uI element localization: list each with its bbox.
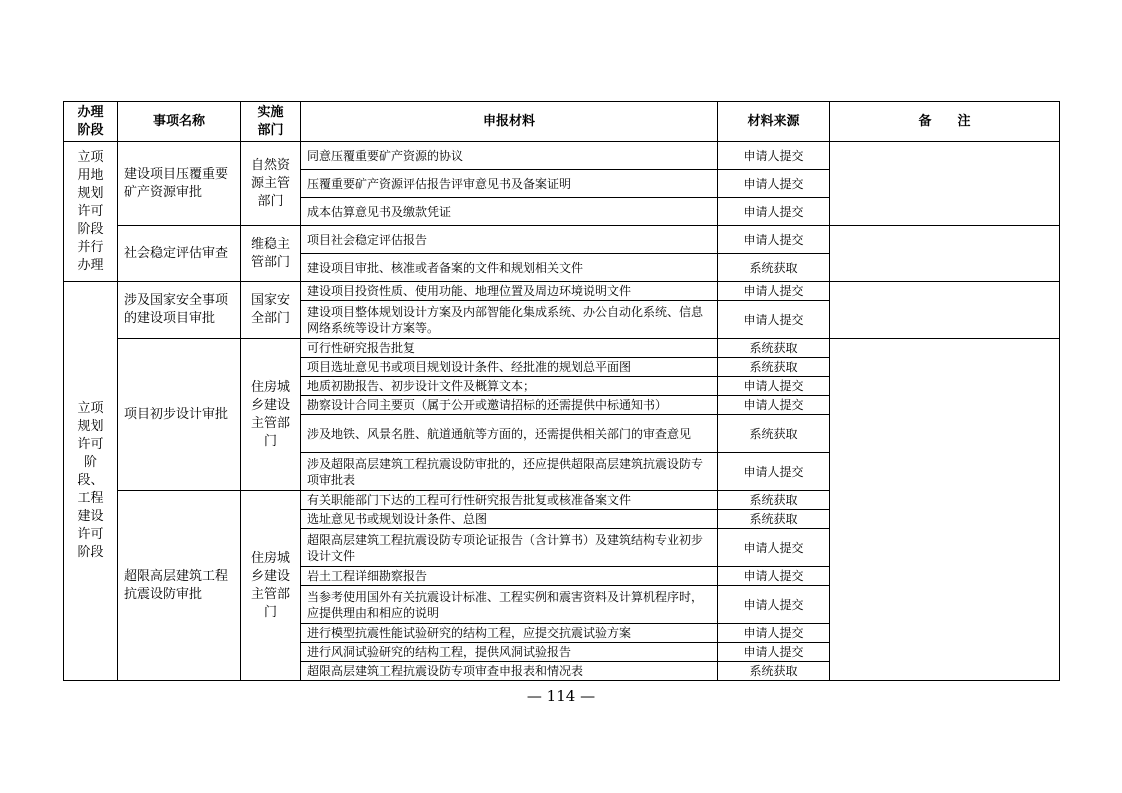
header-stage: 办理 阶段 — [64, 102, 118, 142]
material-cell: 项目社会稳定评估报告 — [301, 226, 718, 254]
source-cell: 申请人提交 — [718, 282, 830, 301]
item-name-cell: 项目初步设计审批 — [118, 339, 241, 491]
source-cell: 系统获取 — [718, 339, 830, 358]
remark-cell — [830, 339, 1060, 681]
material-cell: 成本估算意见书及缴款凭证 — [301, 198, 718, 226]
source-cell: 申请人提交 — [718, 170, 830, 198]
material-cell: 选址意见书或规划设计条件、总图 — [301, 510, 718, 529]
material-cell: 同意压覆重要矿产资源的协议 — [301, 142, 718, 170]
source-cell: 申请人提交 — [718, 529, 830, 567]
source-cell: 系统获取 — [718, 491, 830, 510]
header-remark: 备 注 — [830, 102, 1060, 142]
source-cell: 申请人提交 — [718, 198, 830, 226]
source-cell: 系统获取 — [718, 254, 830, 282]
department-cell: 国家安 全部门 — [241, 282, 301, 339]
source-cell: 申请人提交 — [718, 226, 830, 254]
header-source: 材料来源 — [718, 102, 830, 142]
material-cell: 超限高层建筑工程抗震设防专项审查申报表和情况表 — [301, 662, 718, 681]
material-cell: 地质初勘报告、初步设计文件及概算文本； — [301, 377, 718, 396]
material-cell: 涉及地铁、风景名胜、航道通航等方面的，还需提供相关部门的审查意见 — [301, 415, 718, 453]
department-cell: 住房城 乡建设 主管部 门 — [241, 491, 301, 681]
stage-cell: 立项 用地 规划 许可 阶段 并行 办理 — [64, 142, 118, 282]
source-cell: 申请人提交 — [718, 586, 830, 624]
source-cell: 系统获取 — [718, 662, 830, 681]
material-cell: 进行风洞试验研究的结构工程，提供风洞试验报告 — [301, 643, 718, 662]
source-cell: 申请人提交 — [718, 643, 830, 662]
material-cell: 建设项目审批、核准或者备案的文件和规划相关文件 — [301, 254, 718, 282]
source-cell: 申请人提交 — [718, 396, 830, 415]
table-row — [64, 142, 1060, 170]
source-cell: 申请人提交 — [718, 624, 830, 643]
item-name-cell: 超限高层建筑工程抗震设防审批 — [118, 491, 241, 681]
department-cell: 维稳主 管部门 — [241, 226, 301, 282]
stage-cell: 立项 规划 许可 阶段、 工程 建设 许可 阶段 — [64, 282, 118, 681]
source-cell: 系统获取 — [718, 510, 830, 529]
item-name-cell: 涉及国家安全事项的建设项目审批 — [118, 282, 241, 339]
remark-cell — [830, 226, 1060, 282]
material-cell: 勘察设计合同主要页（属于公开或邀请招标的还需提供中标通知书） — [301, 396, 718, 415]
material-cell: 可行性研究报告批复 — [301, 339, 718, 358]
source-cell: 申请人提交 — [718, 142, 830, 170]
header-department: 实施 部门 — [241, 102, 301, 142]
material-cell: 项目选址意见书或项目规划设计条件、经批准的规划总平面图 — [301, 358, 718, 377]
item-name-cell: 建设项目压覆重要矿产资源审批 — [118, 142, 241, 226]
department-cell: 住房城 乡建设 主管部 门 — [241, 339, 301, 491]
material-cell: 涉及超限高层建筑工程抗震设防审批的，还应提供超限高层建筑抗震设防专项审批表 — [301, 453, 718, 491]
material-cell: 有关职能部门下达的工程可行性研究报告批复或核准备案文件 — [301, 491, 718, 510]
source-cell: 申请人提交 — [718, 567, 830, 586]
header-materials: 申报材料 — [301, 102, 718, 142]
department-cell: 自然资 源主管 部门 — [241, 142, 301, 226]
material-cell: 当参考使用国外有关抗震设计标准、工程实例和震害资料及计算机程序时，应提供理由和相应的说明 — [301, 586, 718, 624]
material-cell: 进行模型抗震性能试验研究的结构工程，应提交抗震试验方案 — [301, 624, 718, 643]
remark-cell — [830, 142, 1060, 226]
source-cell: 系统获取 — [718, 358, 830, 377]
material-cell: 建设项目整体规划设计方案及内部智能化集成系统、办公自动化系统、信息网络系统等设计方案等。 — [301, 301, 718, 339]
item-name-cell: 社会稳定评估审查 — [118, 226, 241, 282]
material-cell: 建设项目投资性质、使用功能、地理位置及周边环境说明文件 — [301, 282, 718, 301]
table-row — [64, 282, 1060, 301]
source-cell: 申请人提交 — [718, 453, 830, 491]
source-cell: 系统获取 — [718, 415, 830, 453]
table-row — [64, 339, 1060, 358]
source-cell: 申请人提交 — [718, 377, 830, 396]
material-cell: 岩土工程详细勘察报告 — [301, 567, 718, 586]
header-item-name: 事项名称 — [118, 102, 241, 142]
source-cell: 申请人提交 — [718, 301, 830, 339]
material-cell: 压覆重要矿产资源评估报告评审意见书及备案证明 — [301, 170, 718, 198]
approval-materials-table — [63, 101, 1060, 681]
material-cell: 超限高层建筑工程抗震设防专项论证报告（含计算书）及建筑结构专业初步设计文件 — [301, 529, 718, 567]
table-header-row — [64, 102, 1060, 142]
table-row — [64, 226, 1060, 254]
remark-cell — [830, 282, 1060, 339]
page-number: — 114 — — [526, 687, 596, 705]
